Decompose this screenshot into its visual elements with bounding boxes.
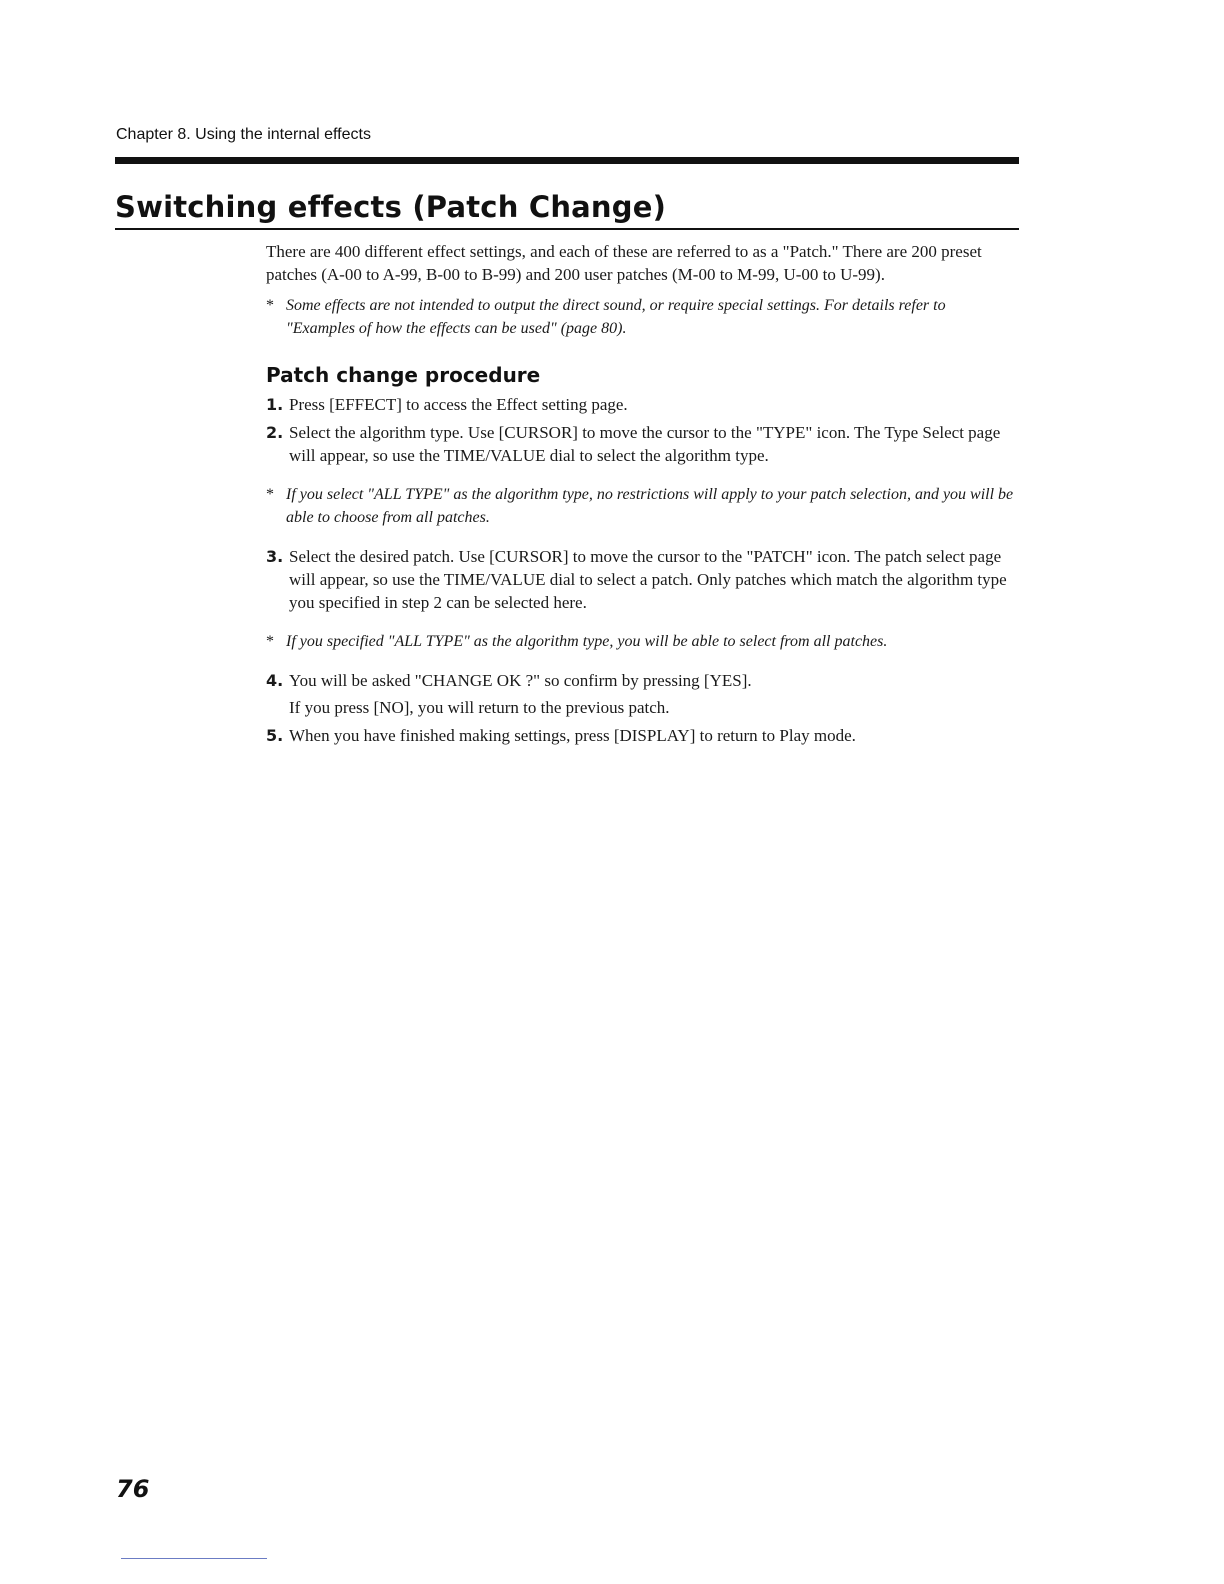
step-number: 1. (266, 395, 284, 414)
step-text: You will be asked "CHANGE OK ?" so confirm by pressing [YES]. (289, 671, 752, 690)
intro-paragraph: There are 400 different effect settings, and each of these are referred to as a "Patch." There are 200 preset patches (A-00 to A-99, B-00 to B-99) and 200 user patches (M-00 to M-99, U-00 to U-99). (266, 242, 982, 284)
step-number: 3. (266, 547, 284, 566)
note-text: Some effects are not intended to output the direct sound, or require special settings. For details refer to "Examples of how the effects can be used" (page 80). (286, 297, 946, 337)
content-body (266, 240, 1018, 747)
note-direct-sound (266, 294, 1018, 340)
note-marker: * (266, 297, 274, 314)
step-text: Select the algorithm type. Use [CURSOR] to move the cursor to the "TYPE" icon. The Type Select page will appear, so use the TIME/VALUE dial to select the algorithm type. (289, 423, 1001, 465)
note-marker: * (266, 486, 274, 503)
step-3 (266, 545, 1018, 614)
note-text: If you specified "ALL TYPE" as the algorithm type, you will be able to select from all patches. (286, 633, 888, 650)
step-number: 4. (266, 671, 284, 690)
note-all-type-selection (266, 483, 1018, 529)
step-text: Press [EFFECT] to access the Effect setting page. (289, 395, 628, 414)
step-text: Select the desired patch. Use [CURSOR] to move the cursor to the "PATCH" icon. The patch select page will appear, so use the TIME/VALUE dial to select a patch. Only patches which match the algorithm type you specified in step 2 can be selected here. (289, 547, 1007, 612)
step-2 (266, 421, 1018, 467)
subheading-procedure: Patch change procedure (266, 363, 541, 387)
note-text: If you select "ALL TYPE" as the algorithm type, no restrictions will apply to your patch selection, and you will be able to choose from all patches. (286, 486, 1014, 526)
step-number: 2. (266, 423, 284, 442)
note-all-type-specified (266, 630, 1018, 653)
step-1 (266, 393, 1018, 416)
page-number: 76 (116, 1475, 150, 1503)
title-underline (115, 228, 1019, 230)
step-5 (266, 724, 1018, 747)
chapter-header: Chapter 8. Using the internal effects (116, 126, 371, 143)
step-4 (266, 669, 1018, 692)
note-marker: * (266, 633, 274, 650)
bottom-edge-line (121, 1558, 267, 1559)
step-number: 5. (266, 726, 284, 745)
header-rule (115, 157, 1019, 164)
step-4-followup: If you press [NO], you will return to the previous patch. (289, 698, 670, 717)
section-title: Switching effects (Patch Change) (115, 190, 667, 224)
step-text: When you have finished making settings, press [DISPLAY] to return to Play mode. (289, 726, 856, 745)
